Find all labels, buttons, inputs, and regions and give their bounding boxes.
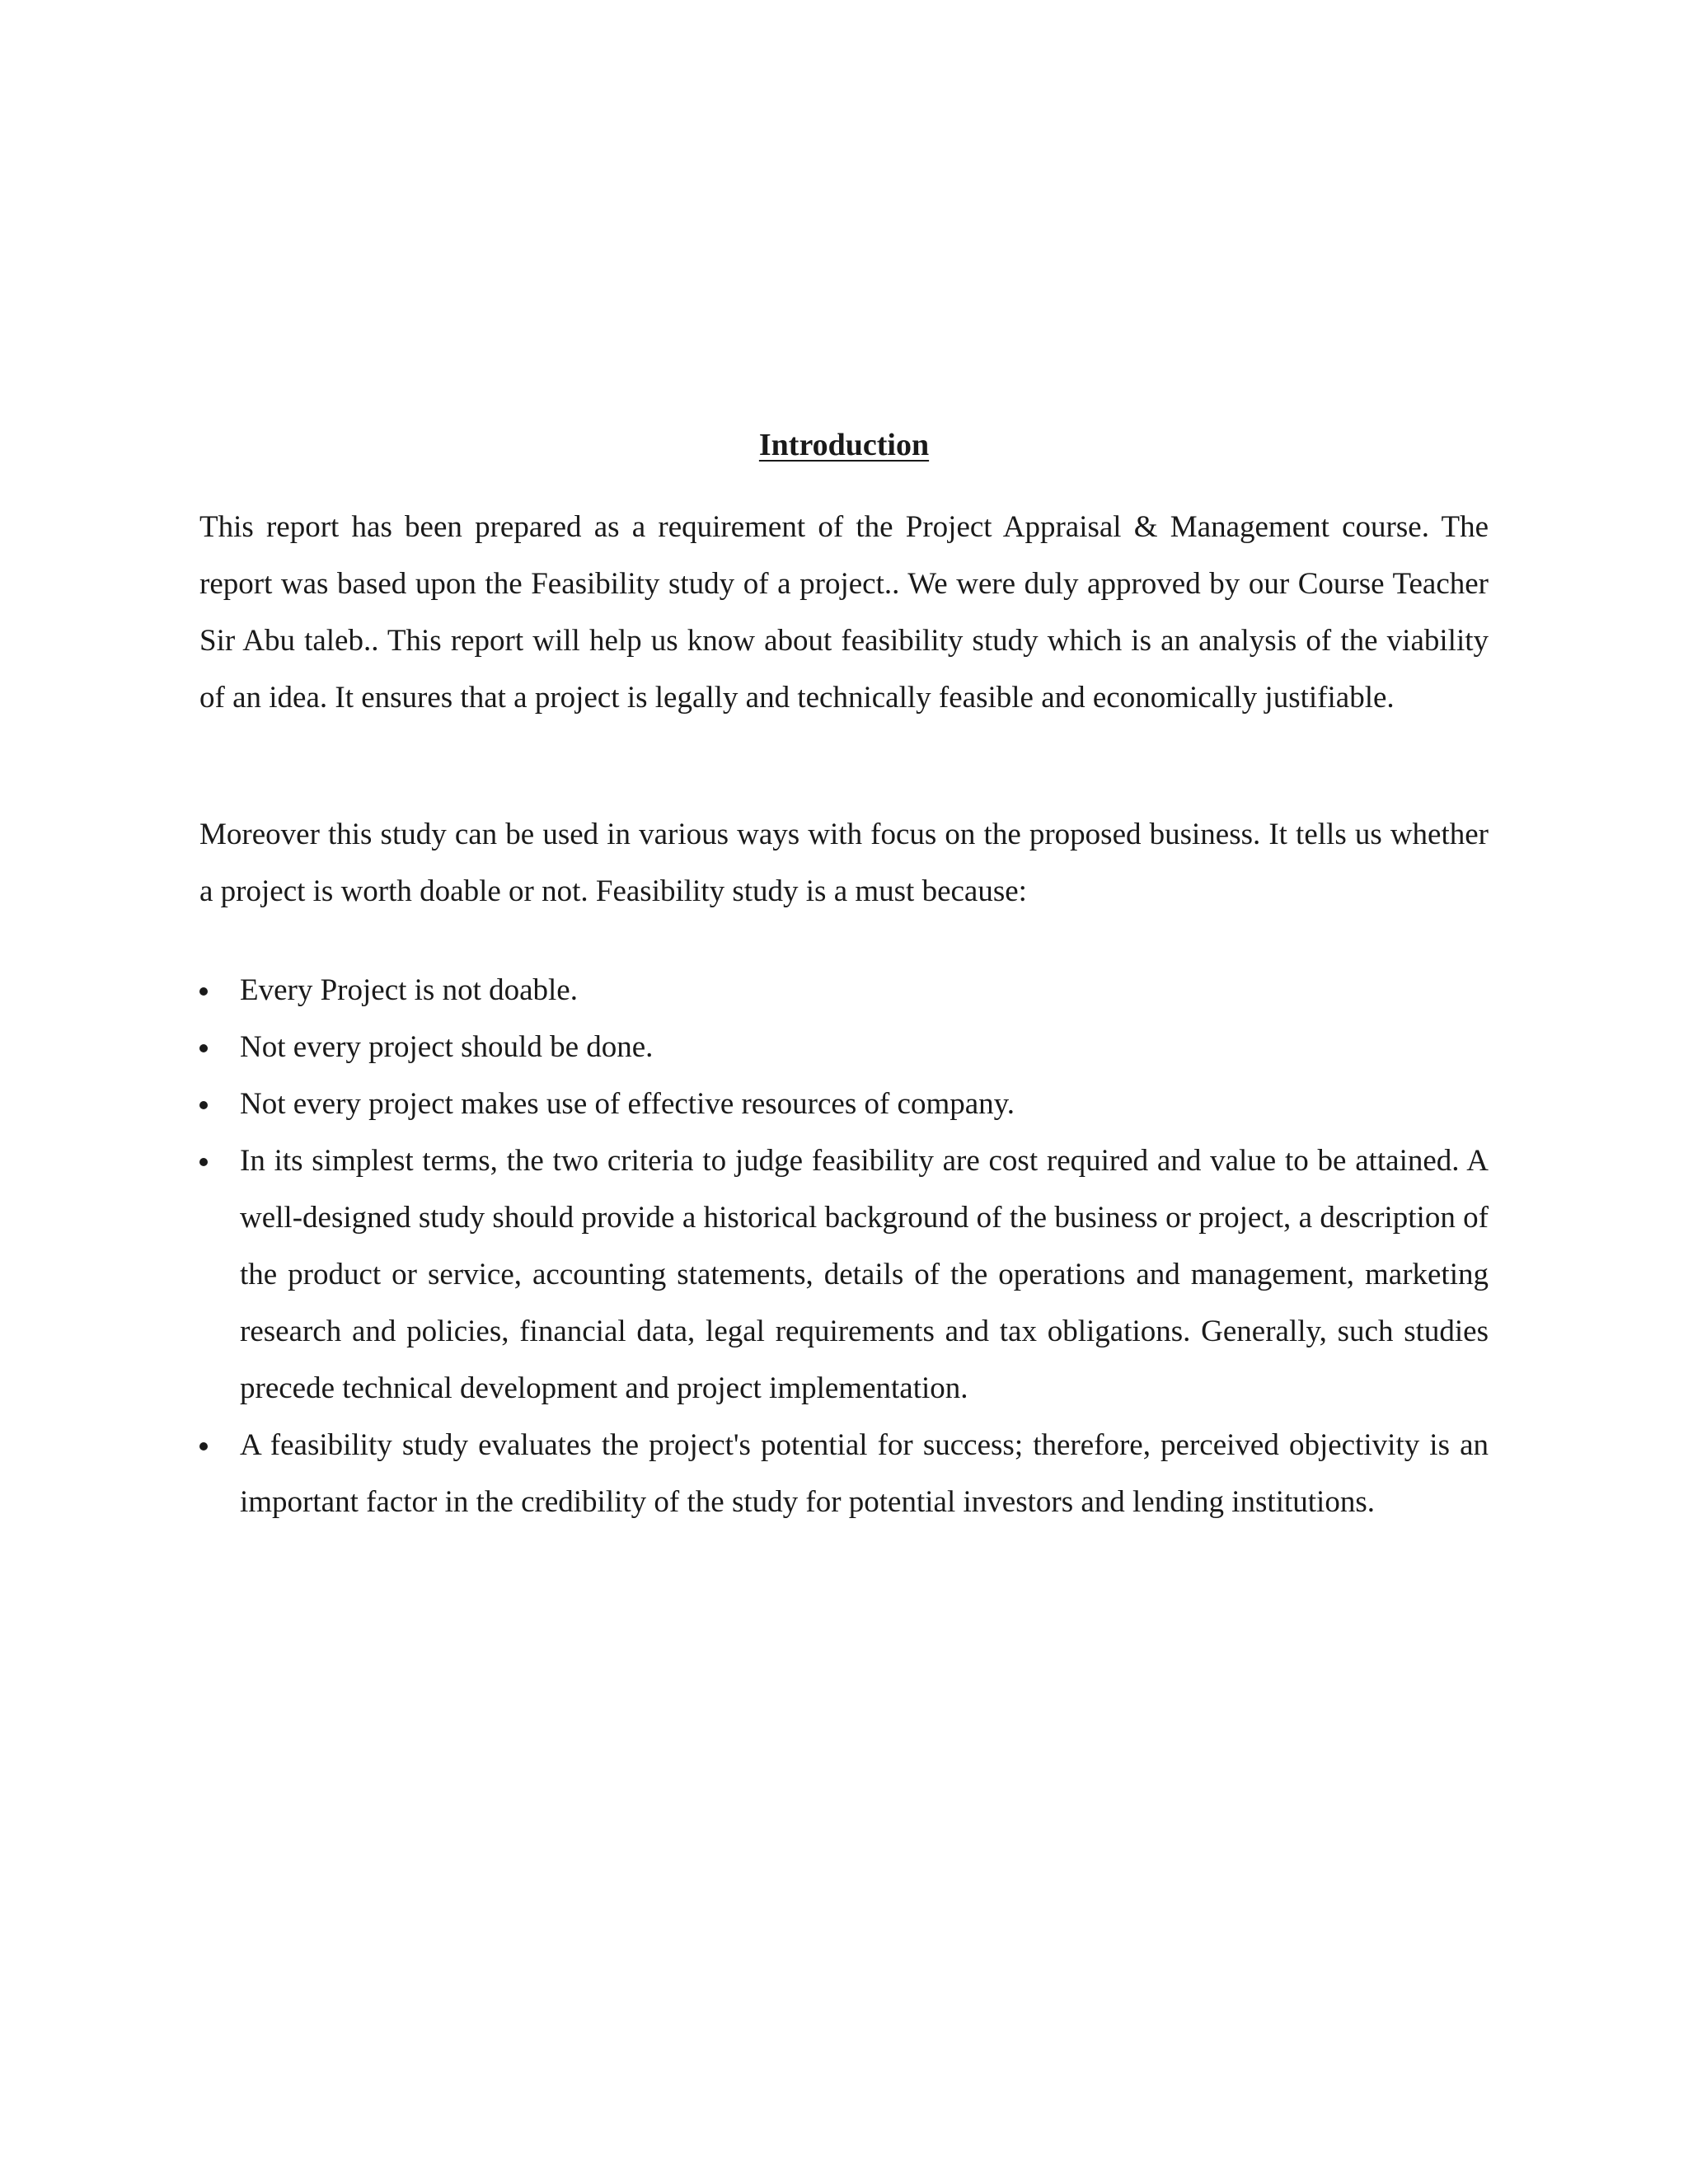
list-item-text: Not every project makes use of effective resources of company. [240, 1087, 1015, 1121]
bullet-icon [199, 987, 208, 996]
reasons-paragraph: Moreover this study can be used in various ways with focus on the proposed business. It tells us whether a project is worth doable or not. Feasibility study is a must because: [199, 818, 1489, 908]
bullet-icon [199, 1101, 208, 1109]
list-item-text: In its simplest terms, the two criteria to judge feasibility are cost required and value to be attained. A well-designed study should provide a historical background of the business or project, a description of the product or service, accounting statements, details of the operations and management, marketing research and policies, financial data, legal requirements and tax obligations. Generally, such studies precede technical development and project implementation. [240, 1144, 1489, 1405]
list-item [199, 1132, 1489, 1417]
bullet-icon [199, 1158, 208, 1166]
list-item-text: A feasibility study evaluates the project's potential for success; therefore, perceived objectivity is an important factor in the credibility of the study for potential investors and lending institutions. [240, 1428, 1489, 1519]
bullet-icon [199, 1442, 208, 1451]
bullet-list [199, 962, 1489, 1530]
page-title-text: Introduction [758, 428, 930, 462]
list-item [199, 1019, 1489, 1076]
page-title [0, 422, 1688, 468]
list-item [199, 962, 1489, 1019]
bullet-icon [199, 1044, 208, 1052]
list-item [199, 1076, 1489, 1132]
intro-paragraph: This report has been prepared as a requirement of the Project Appraisal & Management course. The report was based upon the Feasibility study of a project.. We were duly approved by our Course Teacher Sir Abu taleb.. This report will help us know about feasibility study which is an analysis of the viability of an idea. It ensures that a project is legally and technically feasible and economically justifiable. [199, 510, 1489, 715]
list-item-text: Not every project should be done. [240, 1030, 654, 1064]
list-item-text: Every Project is not doable. [240, 973, 578, 1007]
list-item [199, 1417, 1489, 1530]
